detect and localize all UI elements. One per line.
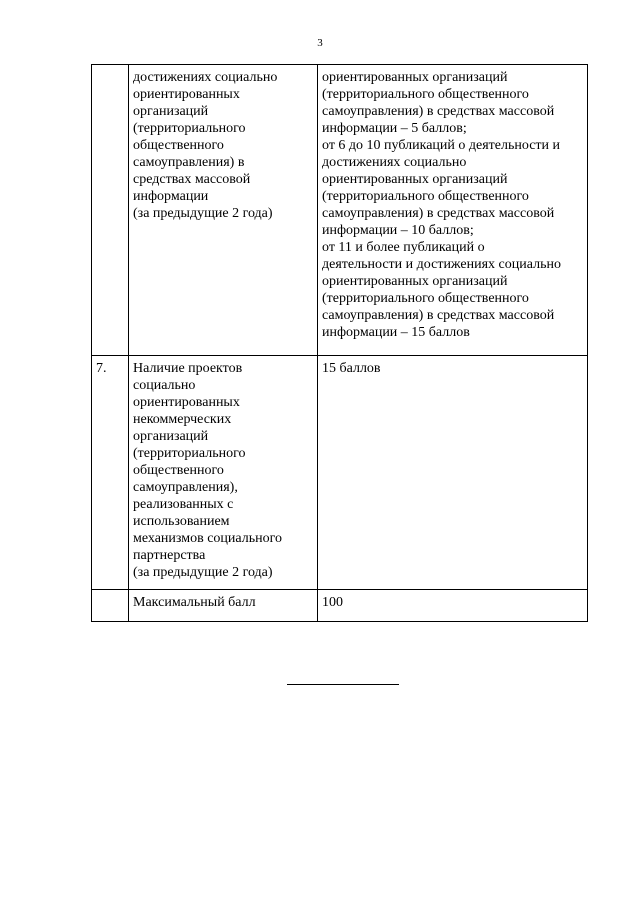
criterion-cell <box>129 65 318 356</box>
table-row <box>92 590 588 622</box>
row-number-cell <box>92 590 129 622</box>
score-text: 15 баллов <box>322 361 381 376</box>
score-cell <box>318 356 588 590</box>
closing-divider-line <box>287 684 399 685</box>
page-number: 3 <box>317 37 323 49</box>
criterion-cell <box>129 590 318 622</box>
criterion-cell <box>129 356 318 590</box>
table-row <box>92 65 588 356</box>
score-cell <box>318 590 588 622</box>
row-number-cell <box>92 65 129 356</box>
criterion-text: достижениях социально ориентированных организаций (территориального общественного самоуправления) в средствах массовой информации (за предыдущие 2 года) <box>133 70 278 221</box>
criterion-text: Максимальный балл <box>133 595 256 610</box>
row-number-cell <box>92 356 129 590</box>
criteria-table <box>91 64 588 622</box>
criterion-text: Наличие проектов социально ориентированных некоммерческих организаций (территориального общественного самоуправления), реализованных с использованием механизмов социального партнерства (за предыдущие 2 года) <box>133 361 282 580</box>
score-text: ориентированных организаций (территориального общественного самоуправления) в средствах массовой информации – 5 баллов; от 6 до 10 публикаций о деятельности и достижениях социально ориентированных организаций (территориального общественного самоуправления) в средствах массовой информации – 10 баллов; от 11 и более публикаций о деятельности и достижениях социально ориентированных организаций (территориального общественного самоуправления) в средствах массовой информации – 15 баллов <box>322 70 561 340</box>
score-text: 100 <box>322 595 343 610</box>
table-row <box>92 356 588 590</box>
score-cell <box>318 65 588 356</box>
row-number: 7. <box>96 361 107 376</box>
